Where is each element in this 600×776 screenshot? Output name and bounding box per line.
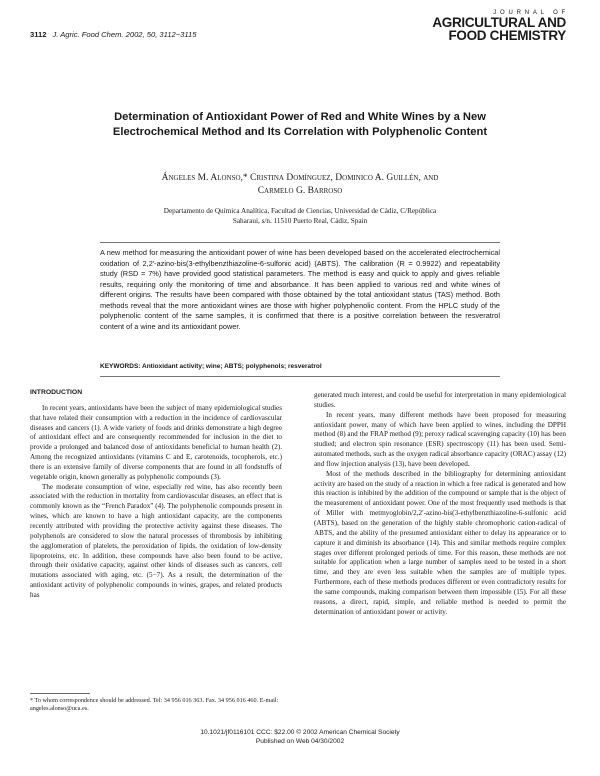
authors-line1: Ángeles M. Alonso,* Cristina Domínguez, Dominico A. Guillén, and (161, 173, 439, 183)
doi-copyright: 10.1021/jf0116101 CCC: $22.00 © 2002 American Chemical Society (200, 729, 400, 736)
journal-logo-line3: FOOD CHEMISTRY (448, 28, 566, 43)
paragraph: In recent years, many different methods have been proposed for measuring antioxidant power, many of which have been applied to wines, including the DPPH method (8) and the FRAP method (9); peroxy radical scavenging capacity (10) has been studied; and electron spin resonance (ESR) spectroscopy (11) has been used. Semi-automated methods, such as the oxygen radical absorbance capacity (ORAC) assay (12) and flow injection analysis (13), have been developed. (314, 410, 566, 468)
body-column-left (30, 388, 282, 601)
footnote-rule (30, 693, 90, 694)
abstract-top-rule (100, 242, 500, 243)
article-title: Determination of Antioxidant Power of Red and White Wines by a New Electrochemical Method and Its Correlation with Polyphenolic Content (112, 111, 488, 138)
affiliation (100, 206, 500, 226)
paragraph: In recent years, antioxidants have been the subject of many epidemiological studies that have related their consumption with a reduction in the incidence of cardiovascular diseases and cancers (1). A wide variety of foods and drinks demonstrate a high degree of antioxidant effect and are consequently recommended for inclusion in the diet to provide a prolonged and balanced dose of antioxidants beneficial to human health (2). Among the recognized antioxidants (vitamins C and E, carotenoids, tocopherols, etc.) there is an extensive family of diverse components that are found in all foodstuffs of vegetable origin, known generally as polyphenolic compounds (3). (30, 403, 282, 481)
page-number: 3112 (30, 30, 47, 39)
author-list (100, 172, 500, 198)
paragraph: The moderate consumption of wine, especially red wine, has also recently been associated with the reduction in mortality from cardiovascular diseases, an effect that is commonly known as the “French Paradox” (4). The polyphenolic compounds present in wines, which are known to have a high antioxidant capacity, are the components recently attributed with providing the protective activity against these diseases. The polyphenols are considered to slow the natural processes of thrombosis by inhibiting the agglomeration of platelets, the peroxidation of lipids, the oxidation of low-density lipoproteins, etc. In addition, these compounds have also been found to be active, through their oxidative capacity, against other kinds of diseases such as cancers, cell mutations associated with aging, etc. (5−7). As a result, the determination of the antioxidant activity of polyphenolic compounds in wines, grapes, and related products has (30, 482, 282, 599)
page-footer (180, 728, 420, 746)
abstract-bottom-rule (100, 376, 500, 377)
paragraph: generated much interest, and could be useful for interpretation in many epidemiological studies. (314, 391, 566, 409)
journal-logo-line2: AGRICULTURAL AND (432, 15, 566, 30)
running-header (30, 30, 197, 39)
authors-line2: Carmelo G. Barroso (257, 186, 343, 196)
publication-date: Published on Web 04/30/2002 (255, 738, 345, 745)
journal-citation: J. Agric. Food Chem. 2002, 50, 3112−3115 (52, 30, 197, 39)
affiliation-line1: Departamento de Química Analítica, Facultad de Ciencias, Universidad de Cádiz, C/República (163, 207, 437, 215)
keywords: KEYWORDS: Antioxidant activity; wine; ABTS; polyphenols; resveratrol (100, 363, 322, 370)
abstract: A new method for measuring the antioxidant power of wine has been developed based on the accelerated electrochemical oxidation of 2,2′-azino-bis(3-ethylbenzthiazoline-6-sulfonic acid) (ABTS). The calibration (R = 0.9922) and repeatability study (RSD = 7%) have provided good statistical parameters. The method is easy and quick to apply and gives reliable results, requiring only the monitoring of time and absorbance. It has been applied to various red and white wines of different origins. The results have been compared with those obtained by the total antioxidant status (TAS) method. Both methods reveal that the more antioxidant wines are those with higher polyphenolic content. From the HPLC study of the polyphenolic content of the same samples, it is confirmed that there is a positive correlation between the resveratrol content of a wine and its antioxidant power. (100, 248, 500, 331)
affiliation-line2: Saharaui, s/n. 11510 Puerto Real, Cádiz, Spain (232, 217, 368, 225)
body-column-right (314, 391, 566, 617)
section-heading-introduction: INTRODUCTION (30, 389, 83, 396)
correspondence-footnote: * To whom correspondence should be addressed. Tel: 34 956 016 363. Fax. 34 956 016 460. E-mail: angeles.alonso@uca.es. (30, 697, 279, 712)
journal-logo (396, 10, 569, 43)
paragraph: Most of the methods described in the bibliography for determining antioxidant activity are based on the study of a reaction in which a free radical is generated and how this reaction is inhibited by the addition of the compound or sample that is the object of the measurement of antioxidant power. One of the most frequently used methods is that of Miller with metmyoglobin/2,2′-azino-bis(3-ethylbenzthiazoline-6-sulfonic acid (ABTS), based on the generation of the highly stable chromophoric cation-radical of ABTS, and the ability of the presumed antioxidant either to delay its appearance or to capture it and diminish its absorbance (14). This and similar methods require complex stages over different prolonged periods of time. For this reason, these methods are not suitable for application when a large number of samples need to be tested in a short time, and they are even less suitable when the samples are of multiple types. Furthermore, each of these methods produces different or even contradictory results for the same compounds, making comparison between them impossible (15). For all these reasons, a direct, rapid, simple, and reliable method is needed to permit the determination of antioxidant power or activity. (314, 469, 567, 616)
journal-logo-line1: JOURNAL OF (493, 10, 569, 16)
